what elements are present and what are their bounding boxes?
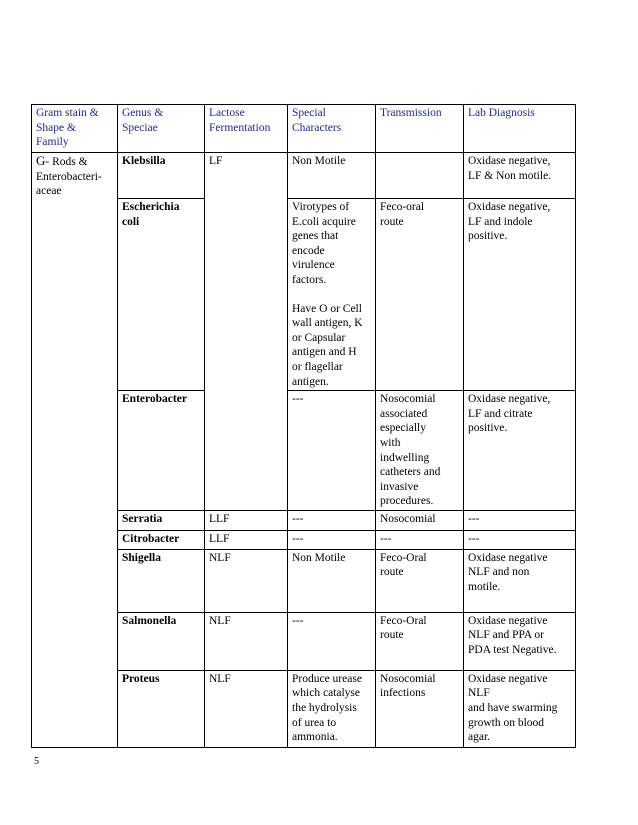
transmission-cell: Nosocomial associated especially with indwelling catheters and invasive procedures.	[376, 391, 464, 511]
table-row	[32, 153, 576, 199]
special-text-extra: Have O or Cell wall antigen, K or Capsular antigen and H or flagellar antigen.	[292, 302, 363, 388]
transmission-cell	[376, 153, 464, 199]
family-cell	[32, 153, 118, 748]
header-genus: Genus & Speciae	[118, 105, 205, 153]
lactose-cell: NLF	[205, 670, 288, 747]
family-label: - Rods & Enterobacteri- aceae	[36, 156, 102, 198]
header-lab: Lab Diagnosis	[464, 105, 576, 153]
transmission-cell: Feco-oral route	[376, 199, 464, 391]
family-prefix: G	[36, 153, 46, 168]
lab-cell: Oxidase negative NLF and non motile.	[464, 549, 576, 612]
genus-cell: Escherichia coli	[118, 199, 205, 391]
genus-cell: Salmonella	[118, 612, 205, 670]
genus-cell: Shigella	[118, 549, 205, 612]
transmission-cell: Nosocomial infections	[376, 670, 464, 747]
header-gram-stain: Gram stain & Shape & Family	[32, 105, 118, 153]
transmission-cell: Nosocomial	[376, 510, 464, 530]
lactose-cell: LLF	[205, 510, 288, 530]
special-cell: ---	[288, 612, 376, 670]
special-cell: ---	[288, 510, 376, 530]
bacteria-table	[31, 104, 576, 748]
lab-cell: Oxidase negative, LF and indole positive.	[464, 199, 576, 391]
lactose-cell: LF	[205, 153, 288, 199]
genus-cell: Serratia	[118, 510, 205, 530]
lab-cell: Oxidase negative NLF and PPA or PDA test Negative.	[464, 612, 576, 670]
genus-cell: Proteus	[118, 670, 205, 747]
lactose-cell	[205, 391, 288, 511]
header-row	[32, 105, 576, 153]
genus-cell: Klebsilla	[118, 153, 205, 199]
lactose-cell: NLF	[205, 612, 288, 670]
lab-cell: Oxidase negative, LF and citrate positive.	[464, 391, 576, 511]
genus-cell: Citrobacter	[118, 530, 205, 549]
page-number: 5	[34, 756, 39, 767]
header-transmission: Transmission	[376, 105, 464, 153]
transmission-cell: ---	[376, 530, 464, 549]
lab-cell: ---	[464, 510, 576, 530]
special-cell: Non Motile	[288, 549, 376, 612]
lab-cell: ---	[464, 530, 576, 549]
special-cell: ---	[288, 530, 376, 549]
special-cell	[288, 199, 376, 391]
lab-cell: Oxidase negative NLF and have swarming growth on blood agar.	[464, 670, 576, 747]
header-special: Special Characters	[288, 105, 376, 153]
transmission-cell: Feco-Oral route	[376, 612, 464, 670]
special-text: Virotypes of E.coli acquire genes that encode virulence factors.	[292, 201, 356, 286]
header-lactose: Lactose Fermentation	[205, 105, 288, 153]
special-cell: Non Motile	[288, 153, 376, 199]
lactose-cell	[205, 199, 288, 391]
special-cell: Produce urease which catalyse the hydrolysis of urea to ammonia.	[288, 670, 376, 747]
genus-cell: Enterobacter	[118, 391, 205, 511]
transmission-cell: Feco-Oral route	[376, 549, 464, 612]
lab-cell: Oxidase negative, LF & Non motile.	[464, 153, 576, 199]
lactose-cell: LLF	[205, 530, 288, 549]
lactose-cell: NLF	[205, 549, 288, 612]
special-cell: ---	[288, 391, 376, 511]
